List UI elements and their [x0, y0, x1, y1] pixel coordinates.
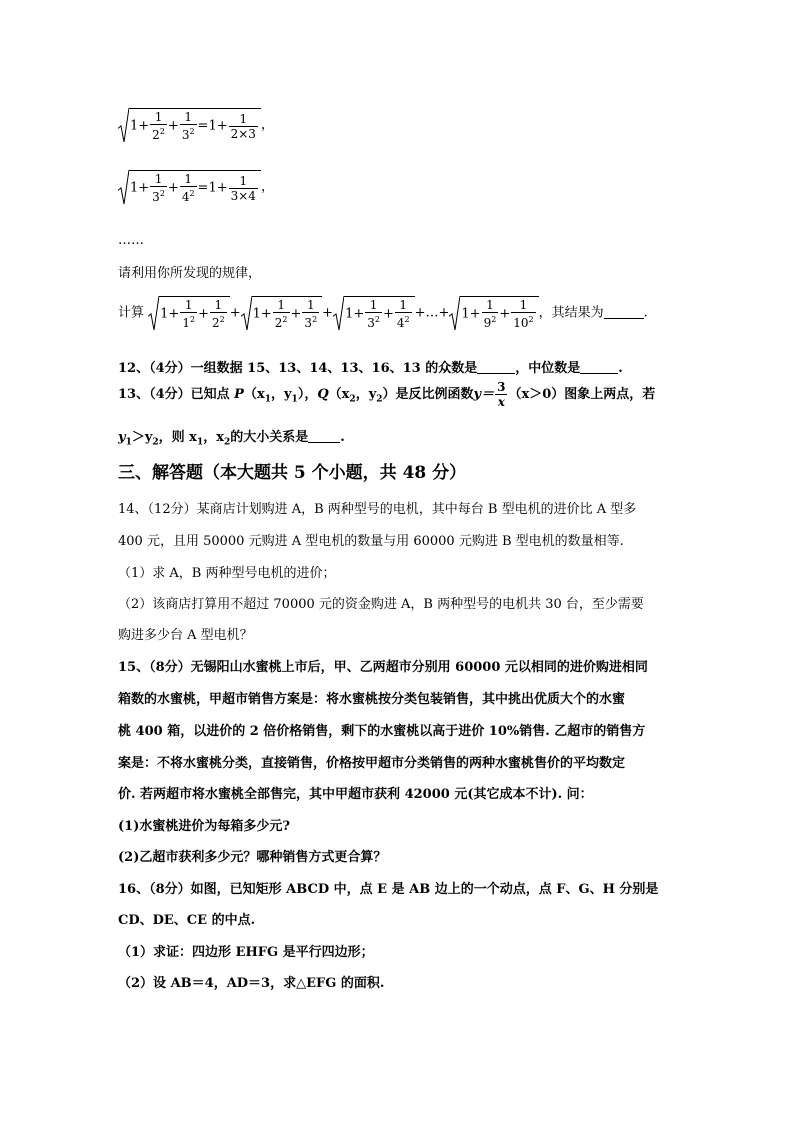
denominator [210, 312, 227, 330]
radicand [159, 296, 230, 330]
radical-sign-icon [118, 108, 129, 142]
question-15-part-2: (2)乙超市获利多少元？哪种销售方式更合算？ [118, 850, 387, 865]
exponent: 2 [374, 315, 380, 324]
question-14-part-1: （1）求 A，B 两种型号电机的进价； [118, 566, 336, 581]
fraction [273, 298, 290, 330]
radical-sign-icon [118, 170, 129, 204]
fraction [302, 298, 319, 330]
operator: +…+ [414, 305, 450, 321]
radical-sign-icon [449, 296, 460, 330]
operator: + [290, 306, 302, 322]
instruction-text: 请利用你所发现的规律， [118, 266, 262, 281]
numerator: 1 [369, 298, 378, 312]
numerator: 1 [214, 298, 223, 312]
fraction [482, 298, 499, 330]
base: 1 [182, 316, 190, 330]
pattern-equation-2: 1+ $\frac{1}{3^2}$ + $\frac{1}{4^2}$ =1+ $\frac{1}{3\times 4}$ ， [118, 170, 274, 204]
term-one: 1+ [160, 306, 180, 322]
question-14-line-5: 购进多少台 A 型电机？ [118, 628, 253, 643]
question-12: 12、（4分）一组数据 15、13、14、13、16、13 的众数是 ，中位数是 . [118, 361, 623, 376]
denominator [302, 312, 319, 330]
operator: + [198, 306, 209, 322]
question-14-line-2: 400 元，且用 50000 元购进 A 型电机的数量与用 60000 元购进 B 型电机的数量相等. [118, 534, 624, 549]
sqrt-term-2 [241, 296, 323, 330]
numerator: 1 [306, 298, 315, 312]
denominator [511, 312, 535, 330]
question-16-part-1: （1）求证：四边形 EHFG 是平行四边形； [118, 945, 374, 960]
fraction [365, 298, 382, 330]
section-heading: 三、解答题（本大题共 5 个小题，共 48 分） [118, 463, 467, 483]
radical-sign-icon [148, 296, 159, 330]
fraction [511, 298, 535, 330]
question-16-part-2: （2）设 AB＝4，AD＝3，求△EFG 的面积. [118, 976, 385, 991]
denominator [395, 312, 412, 330]
sqrt-term-1 [148, 296, 230, 330]
question-14-part-2: （2）该商店打算用不超过 70000 元的资金购进 A，B 两种型号的电机共 30 台，至少需要 [118, 597, 644, 612]
radicand [252, 296, 323, 330]
radicand [460, 296, 538, 330]
base: 3 [367, 316, 375, 330]
denominator [365, 312, 382, 330]
exponent: 2 [312, 315, 318, 324]
base: 10 [513, 316, 529, 330]
numerator: 1 [399, 298, 408, 312]
exponent: 2 [219, 315, 225, 324]
numerator: 1 [184, 298, 193, 312]
exponent: 2 [528, 315, 534, 324]
calculation-expression: 计算 1+ $\frac{1}{1^2}$ + $\frac{1}{2^2}$ + 1+ $\frac{1}{2^2}$ + $\frac{1}{3^2}$ + 1+ $\frac{1}{3^2}$ + $\frac{1}{4^2}$ +…+ 1+ $\frac{1}{9^2}$ + $\frac{1}{10^2}$ ，其结果为 . [118, 298, 648, 330]
denominator [180, 312, 197, 330]
question-15-line-2: 箱数的水蜜桃，甲超市销售方案是：将水蜜桃按分类包装销售，其中挑出优质大个的水蜜 [118, 692, 626, 707]
radical-sign-icon [333, 296, 344, 330]
radicand [344, 296, 415, 330]
period: . [643, 305, 648, 321]
sqrt-term-3 [333, 296, 415, 330]
base: 3 [304, 316, 313, 330]
answer-blank-mode [477, 360, 515, 374]
answer-blank-compare [308, 429, 340, 443]
term-one: 1+ [252, 306, 272, 322]
numerator: 1 [486, 298, 494, 312]
operator: + [382, 306, 394, 322]
question-15-line-1: 15、（8分）无锡阳山水蜜桃上市后，甲、乙两超市分别用 60000 元以相同的进价购进相同 [118, 660, 648, 675]
fraction [395, 298, 412, 330]
question-15-line-4: 案是：不将水蜜桃分类，直接销售，价格按甲超市分类销售的两种水蜜桃售价的平均数定 [118, 756, 626, 771]
denominator [482, 312, 499, 330]
radical-sign-icon [241, 296, 252, 330]
base: 2 [274, 316, 283, 330]
base: 9 [483, 316, 492, 330]
question-13-line-1: 13、（4分）已知点 $P(x_1$，$y_1$），$Q(x_2$，$y_2$）是反比例函数y＝ $\frac{3}{x}$ （x＞0）图象上两点，若 [118, 380, 656, 409]
fraction [210, 298, 227, 330]
question-14-line-1: 14、（12分）某商店计划购进 A，B 两种型号的电机，其中每台 B 型电机的进价比 A 型多 [118, 502, 637, 517]
base: 4 [396, 316, 405, 330]
exponent: 2 [491, 315, 497, 324]
operator: + [499, 306, 511, 322]
question-16-line-1: 16、（8分）如图，已知矩形 ABCD 中，点 E 是 AB 边上的一个动点，点 F、G、H 分别是 [118, 882, 659, 897]
numerator: 1 [277, 298, 285, 312]
fraction [180, 298, 197, 330]
question-13-line-2: $y_1>y_2$，则 $x_1$，$x_2$的大小关系是 . [118, 430, 345, 448]
denominator [273, 312, 290, 330]
exponent: 2 [282, 315, 288, 324]
pattern-equation-1: 1+ $\frac{1}{2^2}$ + $\frac{1}{3^2}$ =1+ $\frac{1}{2\times 3}$ ， [118, 108, 274, 142]
ellipsis: …… [118, 233, 144, 248]
term-one: 1+ [461, 306, 481, 322]
exponent: 2 [404, 315, 410, 324]
term-one: 1+ [345, 306, 365, 322]
answer-blank-result [604, 305, 644, 319]
question-15-line-5: 价. 若两超市将水蜜桃全部售完，其中甲超市获利 42000 元(其它成本不计). 问： [118, 787, 593, 802]
question-15-line-3: 桃 400 箱，以进价的 2 倍价格销售，剩下的水蜜桃以高于进价 10%销售. 乙超市的销售方 [118, 724, 646, 739]
sqrt-term-4 [449, 296, 538, 330]
base: 2 [211, 316, 220, 330]
exponent: 2 [189, 315, 196, 324]
question-16-line-2: CD、DE、CE 的中点. [118, 913, 256, 928]
question-15-part-1: (1)水蜜桃进价为每箱多少元? [118, 819, 290, 834]
numerator: 1 [519, 298, 528, 312]
sqrt-1: 1+ $\frac{1}{2^2}$ + $\frac{1}{3^2}$ =1+ $\frac{1}{2\times 3}$ [118, 108, 261, 142]
answer-blank-median [580, 360, 618, 374]
sqrt-2: 1+ $\frac{1}{3^2}$ + $\frac{1}{4^2}$ =1+ $\frac{1}{3\times 4}$ [118, 170, 261, 204]
result-label: ，其结果为 [538, 305, 604, 321]
operator: + [322, 305, 334, 321]
operator: + [229, 305, 241, 321]
